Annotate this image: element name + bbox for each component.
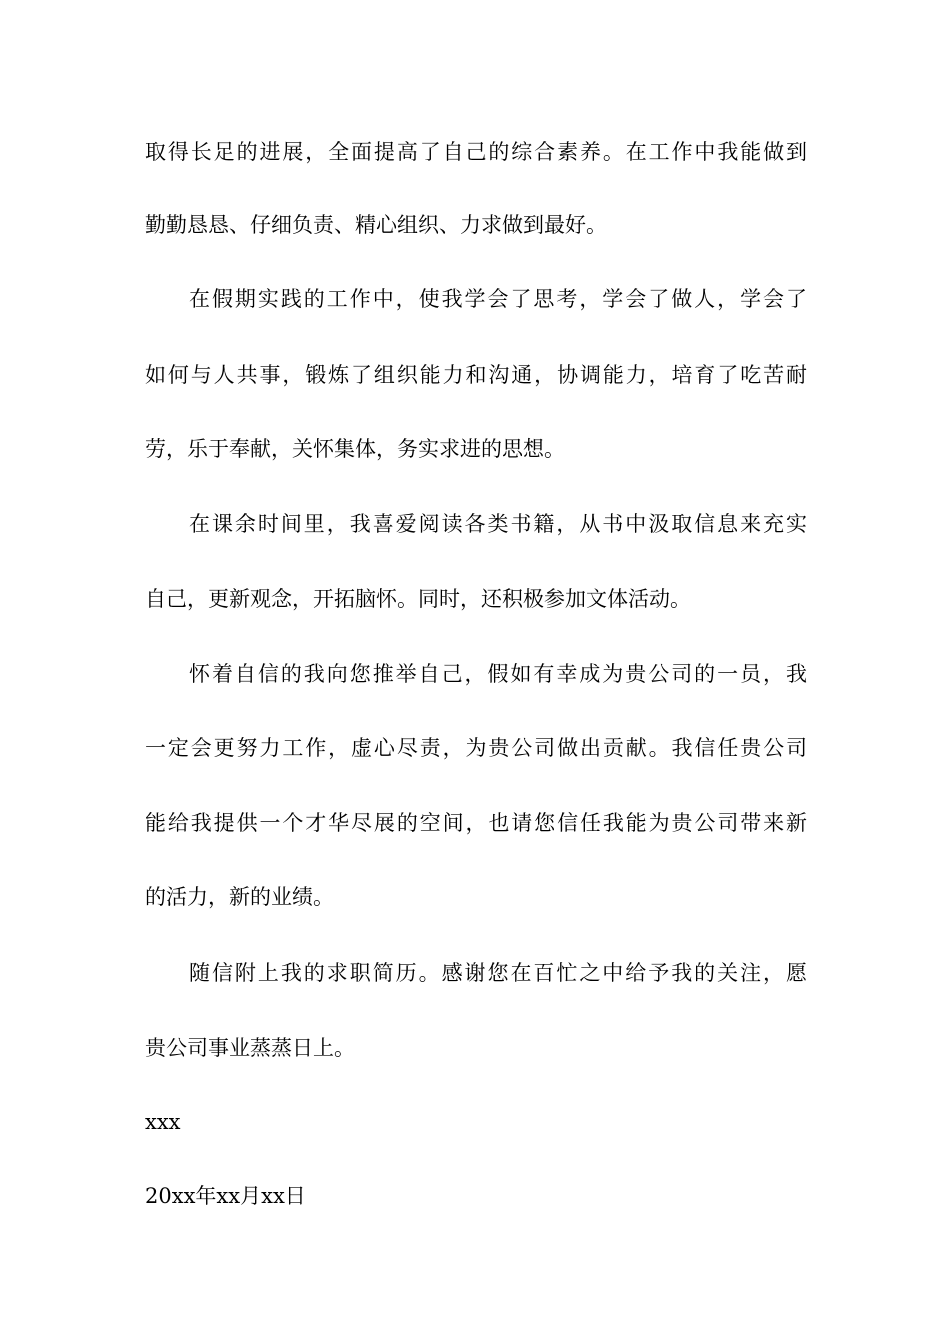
paragraph-3-line-1: 在课余时间里，我喜爱阅读各类书籍，从书中汲取信息来充实 xyxy=(189,512,807,536)
signature: xxx xyxy=(145,1110,181,1134)
paragraph-5-line-1: 随信附上我的求职简历。感谢您在百忙之中给予我的关注，愿 xyxy=(189,961,807,985)
paragraph-1-line-2: 勤勤恳恳、仔细负责、精心组织、力求做到最好。 xyxy=(145,213,607,237)
paragraph-2-line-2: 如何与人共事，锻炼了组织能力和沟通，协调能力，培育了吃苦耐 xyxy=(145,363,807,387)
paragraph-4-line-1: 怀着自信的我向您推举自己，假如有幸成为贵公司的一员，我 xyxy=(189,662,807,686)
paragraph-1-line-1: 取得长足的进展，全面提高了自己的综合素养。在工作中我能做到 xyxy=(145,140,807,164)
paragraph-4-line-2: 一定会更努力工作，虚心尽责，为贵公司做出贡献。我信任贵公司 xyxy=(145,736,807,760)
paragraph-5-line-2: 贵公司事业蒸蒸日上。 xyxy=(145,1036,355,1060)
paragraph-3-line-2: 自己，更新观念，开拓脑怀。同时，还积极参加文体活动。 xyxy=(145,587,691,611)
paragraph-2-line-1: 在假期实践的工作中，使我学会了思考，学会了做人，学会了 xyxy=(189,287,807,311)
paragraph-4-line-4: 的活力，新的业绩。 xyxy=(145,885,334,909)
paragraph-2-line-3: 劳，乐于奉献，关怀集体，务实求进的思想。 xyxy=(145,437,565,461)
paragraph-4-line-3: 能给我提供一个才华尽展的空间，也请您信任我能为贵公司带来新 xyxy=(145,811,807,835)
date: 20xx年xx月xx日 xyxy=(145,1184,306,1208)
